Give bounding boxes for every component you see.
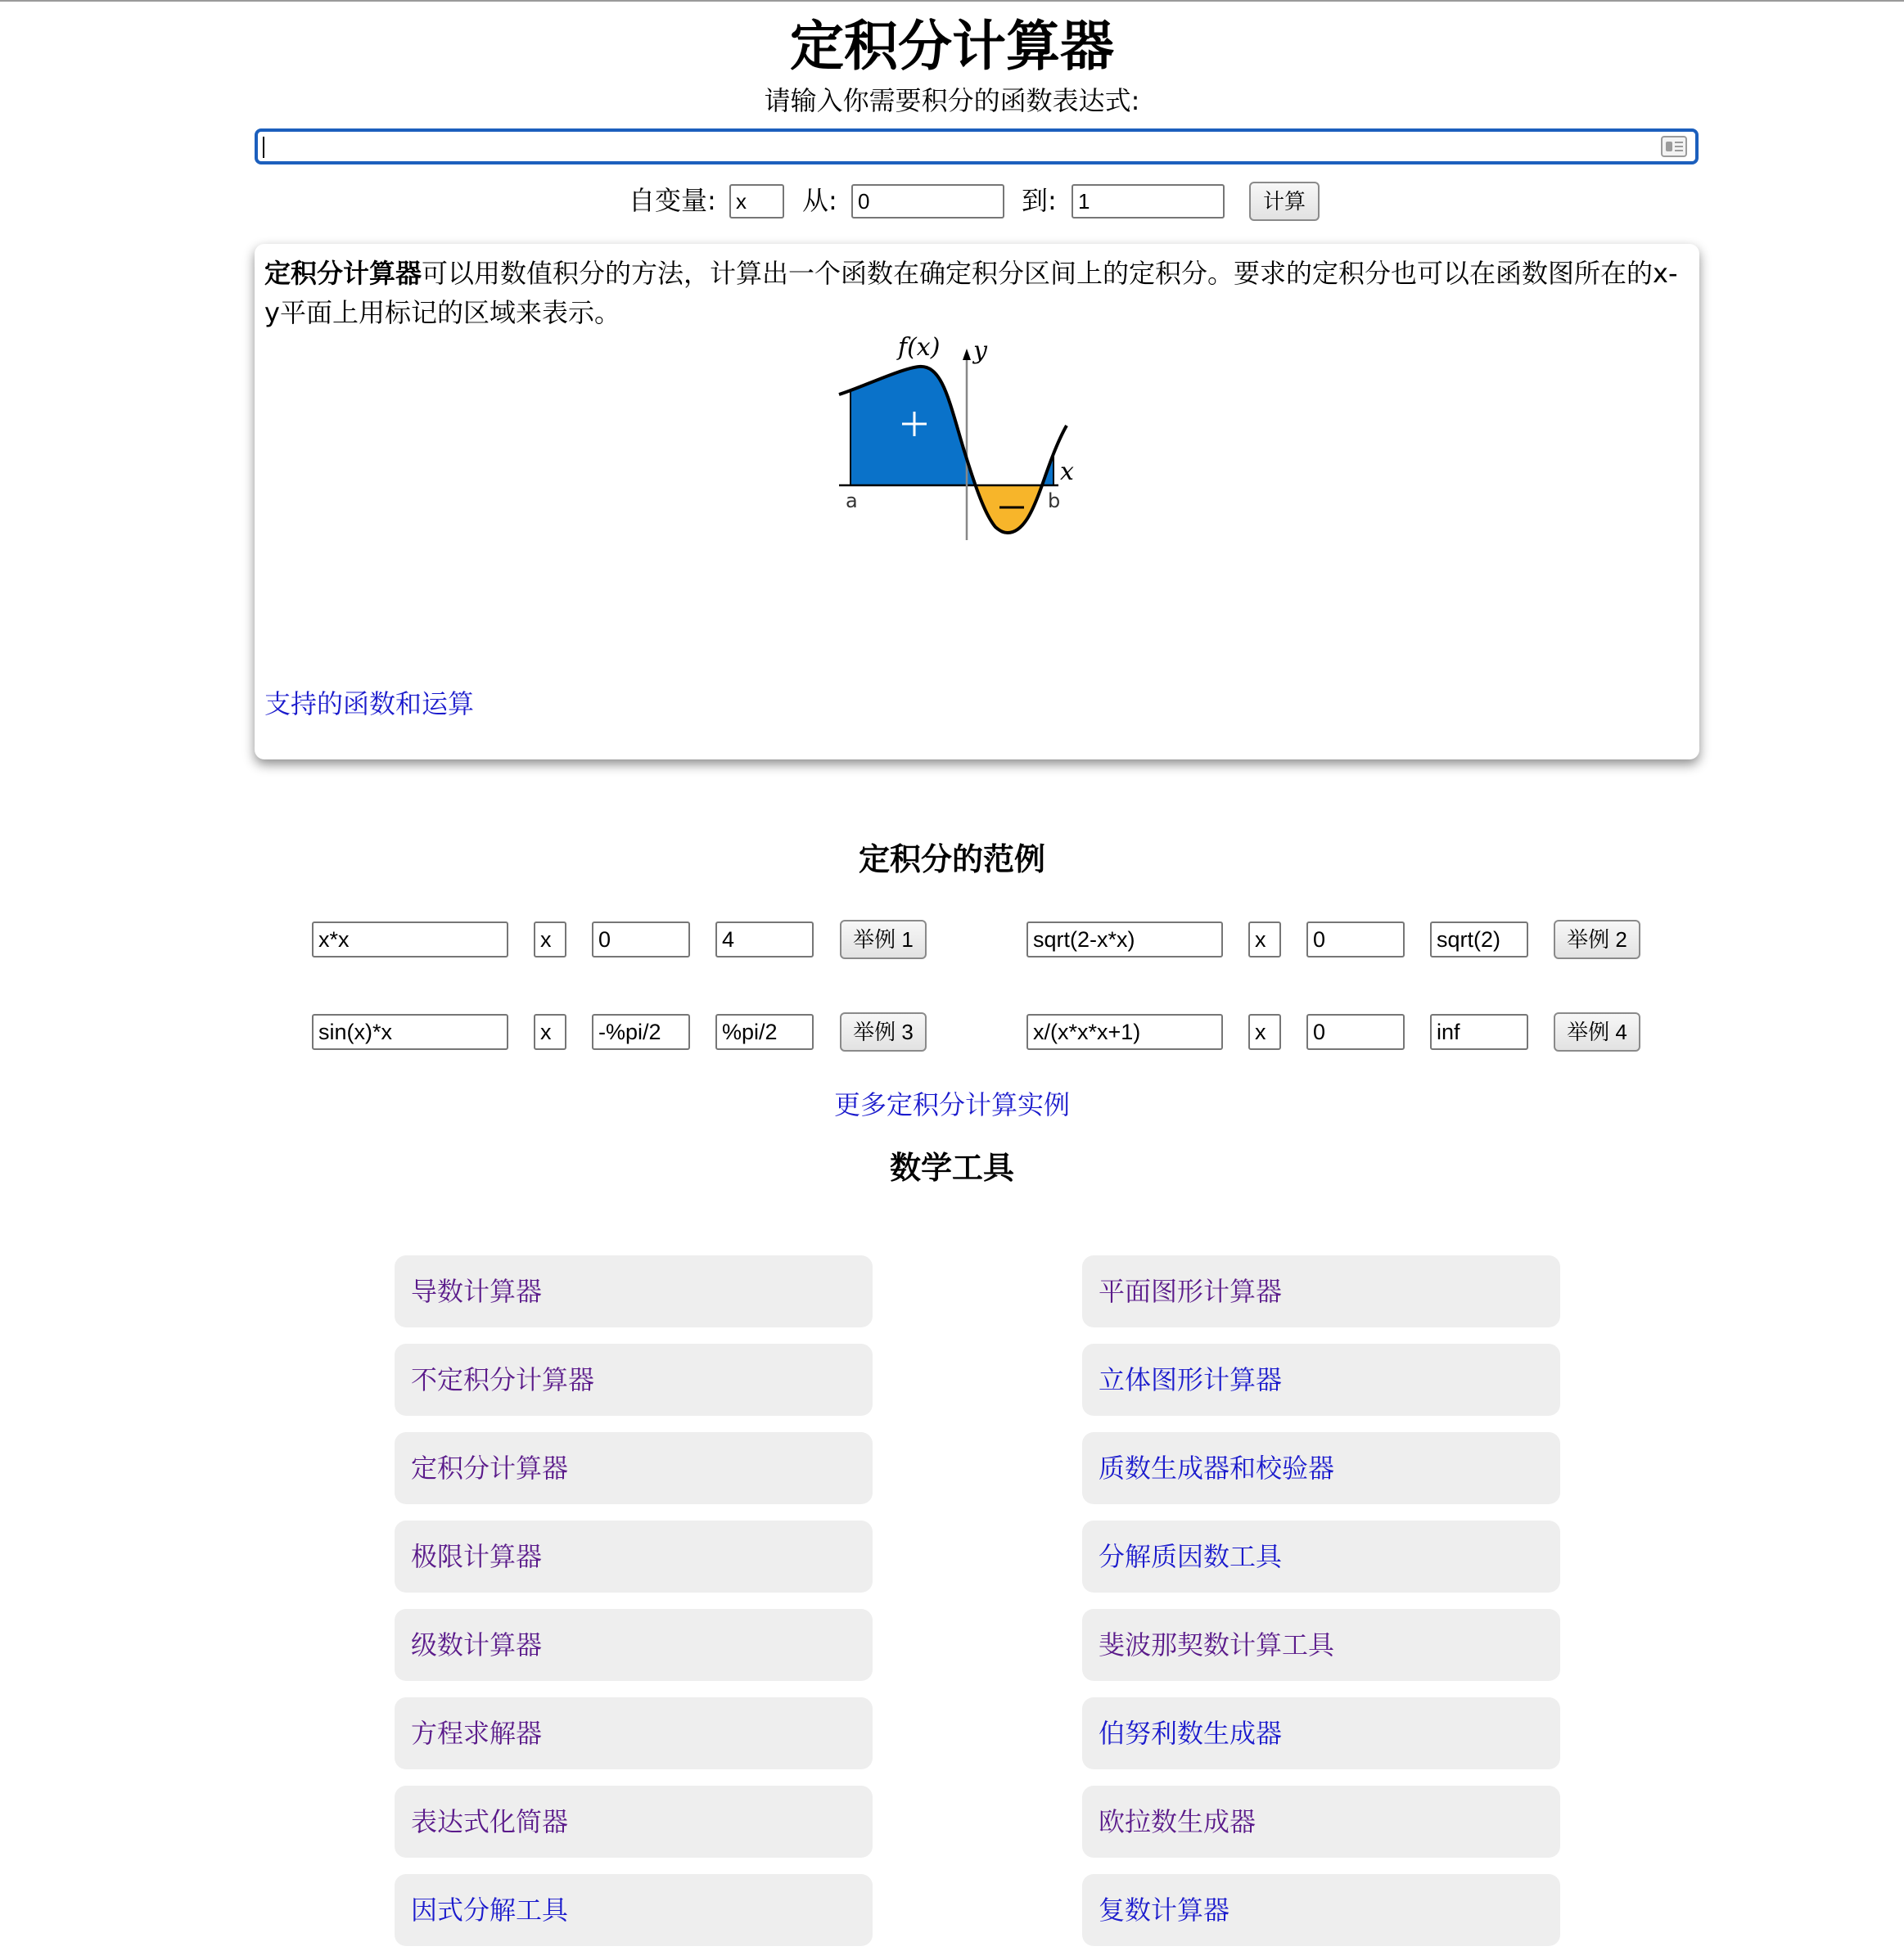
b-label: b: [1048, 489, 1061, 512]
calculate-button[interactable]: 计算: [1249, 182, 1320, 221]
tool-link-prime-factorization[interactable]: 分解质因数工具: [1082, 1521, 1560, 1593]
tool-link-bernoulli-numbers[interactable]: 伯努利数生成器: [1082, 1697, 1560, 1769]
variable-label: 自变量:: [629, 185, 716, 216]
example-row-2: [0, 1012, 1904, 1055]
example-row-1: [0, 920, 1904, 962]
tool-link-prime-generator[interactable]: 质数生成器和校验器: [1082, 1432, 1560, 1504]
example-3-expression[interactable]: sin(x)*x: [312, 1014, 508, 1050]
from-label: 从:: [802, 185, 837, 216]
example-2-from[interactable]: 0: [1306, 921, 1405, 957]
description-body: 可以用数值积分的方法，计算出一个函数在确定积分区间上的定积分。要求的定积分也可以在函数图所在的x-y平面上用标记的区域来表示。: [264, 258, 1678, 328]
text-caret: [263, 137, 264, 158]
example-4-to[interactable]: inf: [1430, 1014, 1528, 1050]
examples-heading: 定积分的范例: [858, 841, 1045, 877]
to-label: 到:: [1022, 185, 1057, 216]
tool-link-limit-calculator[interactable]: 极限计算器: [395, 1521, 873, 1593]
example-4-variable[interactable]: x: [1248, 1014, 1281, 1050]
example-3-to[interactable]: %pi/2: [715, 1014, 814, 1050]
tool-link-equation-solver[interactable]: 方程求解器: [395, 1697, 873, 1769]
more-examples-link[interactable]: [0, 1084, 1904, 1125]
autofill-contact-icon[interactable]: [1661, 136, 1687, 157]
example-4-from[interactable]: 0: [1306, 1014, 1405, 1050]
example-4-button[interactable]: 举例 4: [1554, 1012, 1640, 1052]
tool-link-solid-geometry[interactable]: 立体图形计算器: [1082, 1344, 1560, 1416]
tool-link-complex-calculator[interactable]: 复数计算器: [1082, 1874, 1560, 1946]
fx-label: f(x): [898, 334, 941, 362]
a-label: a: [846, 489, 858, 512]
description-bold-title: 定积分计算器: [264, 258, 422, 289]
description-text: [264, 254, 1689, 332]
example-1-button[interactable]: 举例 1: [840, 920, 927, 959]
top-border: [0, 0, 1904, 2]
definite-integral-diagram: [819, 334, 1278, 579]
example-2-variable[interactable]: x: [1248, 921, 1281, 957]
description-card: [255, 244, 1699, 759]
tool-link-derivative-calculator[interactable]: 导数计算器: [395, 1255, 873, 1327]
tool-link-expression-simplifier[interactable]: 表达式化简器: [395, 1786, 873, 1858]
integration-parameters-row: [0, 180, 1904, 226]
tool-link-factorization[interactable]: 因式分解工具: [395, 1874, 873, 1946]
page-title: 定积分计算器: [790, 15, 1114, 78]
example-2-to[interactable]: sqrt(2): [1430, 921, 1528, 957]
example-4-expression[interactable]: x/(x*x*x+1): [1026, 1014, 1223, 1050]
example-2-expression[interactable]: sqrt(2-x*x): [1026, 921, 1223, 957]
tool-link-fibonacci[interactable]: 斐波那契数计算工具: [1082, 1609, 1560, 1681]
tool-link-euler-numbers[interactable]: 欧拉数生成器: [1082, 1786, 1560, 1858]
example-1-variable[interactable]: x: [534, 921, 566, 957]
supported-functions-link[interactable]: 支持的函数和运算: [264, 688, 475, 719]
example-3-variable[interactable]: x: [534, 1014, 566, 1050]
y-label: y: [973, 336, 987, 365]
tool-link-plane-geometry[interactable]: 平面图形计算器: [1082, 1255, 1560, 1327]
example-1-from[interactable]: 0: [592, 921, 690, 957]
example-1-expression[interactable]: x*x: [312, 921, 508, 957]
example-2-button[interactable]: 举例 2: [1554, 920, 1640, 959]
example-3-button[interactable]: 举例 3: [840, 1012, 927, 1052]
tool-link-indefinite-integral[interactable]: 不定积分计算器: [395, 1344, 873, 1416]
lower-bound-input[interactable]: 0: [851, 184, 1004, 219]
example-3-from[interactable]: -%pi/2: [592, 1014, 690, 1050]
upper-bound-input[interactable]: 1: [1072, 184, 1225, 219]
y-axis-arrow: [963, 349, 971, 360]
x-label: x: [1060, 457, 1074, 486]
tool-link-definite-integral[interactable]: 定积分计算器: [395, 1432, 873, 1504]
expression-prompt: 请输入你需要积分的函数表达式:: [764, 85, 1140, 116]
variable-input[interactable]: x: [729, 184, 784, 219]
expression-input[interactable]: [255, 128, 1699, 164]
math-tools-heading: 数学工具: [889, 1150, 1014, 1186]
more-examples-link-text[interactable]: 更多定积分计算实例: [833, 1089, 1070, 1120]
example-1-to[interactable]: 4: [715, 921, 814, 957]
tool-link-series-calculator[interactable]: 级数计算器: [395, 1609, 873, 1681]
